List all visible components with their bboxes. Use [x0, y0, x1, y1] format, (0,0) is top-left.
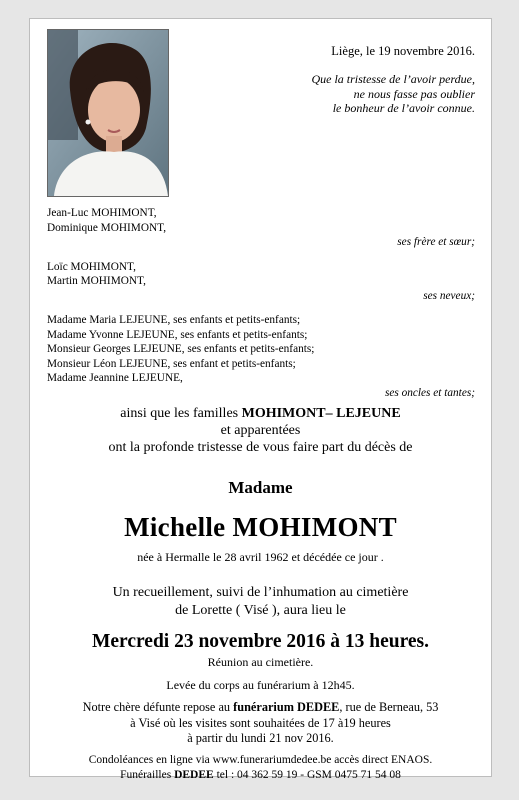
visitation-info — [30, 700, 491, 747]
family-member: Loïc MOHIMONT, — [47, 260, 136, 273]
family-names: MOHIMONT– LEJEUNE — [241, 406, 401, 421]
relation-label: ses neveux; — [423, 289, 475, 302]
condolences-line: Condoléances en ligne via www.funerariumdedee.be accès direct ENAOS. — [88, 754, 433, 766]
family-member: Monsieur Léon LEJEUNE, ses enfant et petits-enfants; — [47, 357, 296, 370]
birth-death-dates: née à Hermalle le 28 avril 1962 et décédée ce jour . — [137, 550, 384, 564]
visitation-address: , rue de Berneau, 53 — [339, 700, 439, 714]
funerals-line — [30, 768, 491, 783]
funerals-phone: tel : 04 362 59 19 - GSM 0475 71 54 08 — [213, 768, 401, 781]
announcement-line — [30, 405, 491, 422]
funerarium-name: funérarium DEDEE — [233, 700, 340, 714]
announcement — [30, 405, 491, 456]
announcement-line: ont la profonde tristesse de vous faire part du décès de — [108, 440, 413, 455]
deceased-title: Madame — [228, 478, 293, 497]
visitation-prefix: Notre chère défunte repose au — [82, 700, 234, 714]
family-member: Monsieur Georges LEJEUNE, ses enfants et petits-enfants; — [47, 343, 315, 355]
portrait-image — [48, 30, 168, 196]
family-member: Jean-Luc MOHIMONT, — [47, 207, 157, 219]
portrait-photo — [47, 29, 169, 197]
quote-line: Que la tristesse de l’avoir perdue, — [311, 72, 475, 86]
relation-label: ses oncles et tantes; — [384, 386, 475, 399]
relation-label: ses frère et sœur; — [397, 236, 475, 248]
place-date: Liège, le 19 novembre 2016. — [331, 44, 475, 58]
levee-note: Levée du corps au funérarium à 12h45. — [166, 678, 355, 692]
reunion-note: Réunion au cimetière. — [207, 655, 314, 669]
visitation-line: à partir du lundi 21 nov 2016. — [187, 731, 334, 745]
visitation-line — [30, 700, 491, 716]
contact-info — [30, 753, 491, 782]
memorial-quote — [311, 72, 475, 116]
quote-line: ne nous fasse pas oublier — [353, 86, 475, 101]
announcement-prefix: ainsi que les familles — [120, 406, 242, 421]
header-right — [311, 43, 475, 116]
deceased-name: Michelle MOHIMONT — [124, 512, 397, 542]
funerals-name: DEDEE — [174, 768, 214, 781]
ceremony-line: de Lorette ( Visé ), aura lieu le — [175, 602, 346, 618]
quote-line: le bonheur de l’avoir connue. — [332, 101, 475, 115]
ceremony-date: Mercredi 23 novembre 2016 à 13 heures. — [91, 631, 430, 652]
visitation-line: à Visé où les visites sont souhaitées de 17 à19 heures — [130, 715, 391, 730]
announcement-line: et apparentées — [220, 423, 301, 438]
ceremony-line: Un recueillement, suivi de l’inhumation au cimetière — [112, 585, 409, 600]
family-list — [47, 206, 475, 402]
funerals-prefix: Funérailles — [120, 768, 175, 781]
family-member: Madame Jeannine LEJEUNE, — [47, 372, 183, 384]
ceremony-info — [30, 584, 491, 619]
obituary-card — [29, 18, 492, 781]
family-member: Martin MOHIMONT, — [47, 275, 146, 287]
family-member: Madame Maria LEJEUNE, ses enfants et petits-enfants; — [47, 314, 301, 326]
family-member: Dominique MOHIMONT, — [47, 221, 167, 234]
family-member: Madame Yvonne LEJEUNE, ses enfants et petits-enfants; — [47, 328, 308, 341]
